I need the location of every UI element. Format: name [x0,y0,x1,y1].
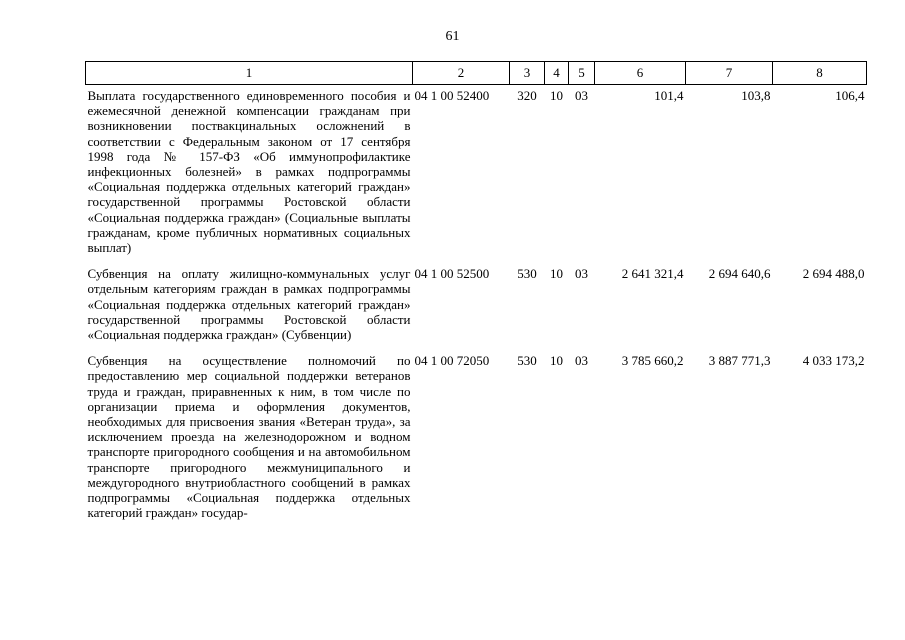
subsection-code: 03 [575,353,588,369]
column-header: 5 [569,62,595,85]
amount-col8: 4 033 173,2 [802,353,865,369]
column-header: 4 [545,62,569,85]
section-code: 10 [550,353,563,369]
subsection-code: 03 [575,266,588,282]
amount-col8: 106,4 [835,88,865,103]
table-row [86,85,867,264]
column-header: 1 [86,62,413,85]
page-number: 61 [445,29,460,44]
column-header: 6 [595,62,686,85]
expense-type-code: 530 [517,266,537,282]
column-header: 7 [686,62,773,85]
column-header: 8 [773,62,867,85]
table-row [86,350,867,528]
budget-table [85,61,867,528]
column-header: 2 [413,62,510,85]
section-code: 10 [550,88,563,103]
amount-col6: 101,4 [654,88,684,103]
table-row [86,263,867,350]
expense-type-code: 530 [517,353,537,369]
row-description: Субвенция на осуществление полномочий по предоставлению мер социальной поддержки ветеранов труда и граждан, приравненных к ним, в том числе по организации приема и оформления документов, необходимых для присвоения звания «Ветеран труда», за исключением проезда на железнодорожном и водном транспорте пригородного сообщения и на автомобильном транспорте пригородного межмуниципального и междугородного внутриобластного сообщений в рамках подпрограммы «Социальная поддержка отдельных категорий граждан» государ- [87,353,411,521]
target-article-code: 04 1 00 52400 [414,88,490,103]
amount-col8: 2 694 488,0 [802,266,865,282]
amount-col6: 2 641 321,4 [621,266,684,282]
amount-col7: 2 694 640,6 [708,266,771,282]
amount-col6: 3 785 660,2 [621,353,684,369]
target-article-code: 04 1 00 52500 [414,266,490,282]
header-row [86,62,867,85]
expense-type-code: 320 [517,88,537,103]
subsection-code: 03 [575,88,588,103]
amount-col7: 103,8 [741,88,771,103]
row-description: Субвенция на оплату жилищно-коммунальных услуг отдельным категориям граждан в рамках подпрограммы «Социальная поддержка отдельных категорий граждан» государственной программы Ростовской области «Социальная поддержка граждан» (Субвенции) [87,266,411,343]
row-description: Выплата государственного единовременного пособия и ежемесячной денежной компенсации гражданам при возникновении поствакцинальных осложнений в соответствии с Федеральным законом от 17 сентября 1998 года № 157-ФЗ «Об иммунопрофилактике инфекционных болезней» в рамках подпрограммы «Социальная поддержка отдельных категорий граждан» государственной программы Ростовской области «Социальная поддержка граждан» (Социальные выплаты гражданам, кроме публичных нормативных социальных выплат) [87,88,411,256]
amount-col7: 3 887 771,3 [708,353,771,369]
column-header: 3 [510,62,545,85]
target-article-code: 04 1 00 72050 [414,353,490,369]
section-code: 10 [550,266,563,282]
